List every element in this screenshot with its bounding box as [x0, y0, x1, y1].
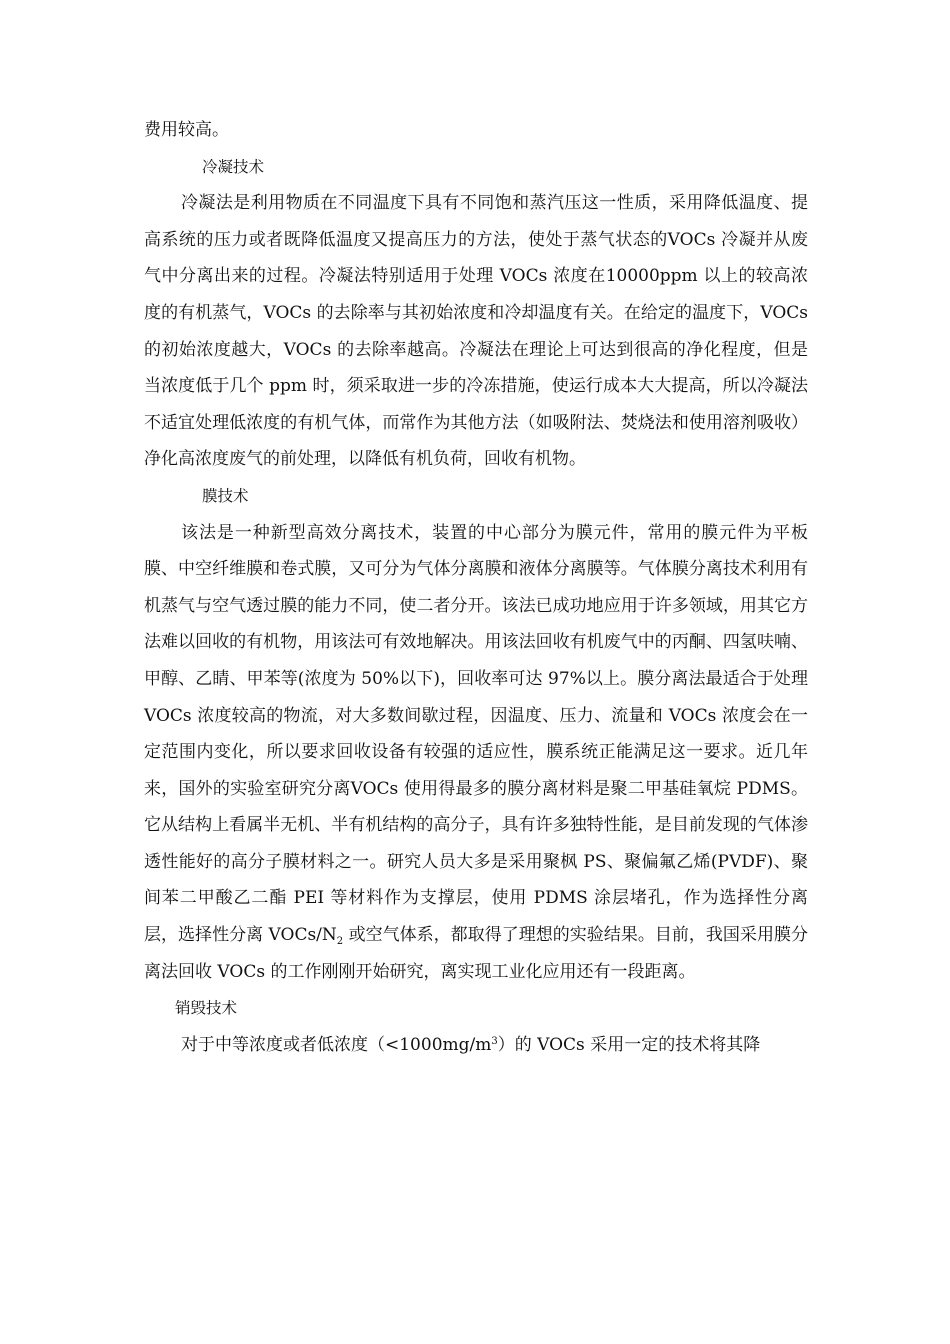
destruction-paragraph: [144, 1027, 808, 1064]
section-heading-condensation: 冷凝技术: [202, 157, 265, 176]
destruction-text-part-1: 对于中等浓度或者低浓度（<1000mg/m: [181, 1034, 492, 1055]
membrane-text-part-1: 该法是一种新型高效分离技术，装置的中心部分为膜元件，常用的膜元件为平板膜、中空纤维膜和卷式膜，又可分为气体分离膜和液体分离膜等。气体膜分离技术利用有机蒸气与空气透过膜的能力不同，使二者分开。该法已成功地应用于许多领域，用其它方法难以回收的有机物，用该法可有效地解决。用该法回收有机废气中的丙酮、四氢呋喃、甲醇、乙睛、甲苯等(浓度为 50%以下)，回收率可达 97%以上。膜分离法最适合于处理 VOCs 浓度较高的物流，对大多数间歇过程，因温度、压力、流量和 VOCs 浓度会在一定范围内变化，所以要求回收设备有较强的适应性，膜系统正能满足这一要求。近几年来，国外的实验室研究分离VOCs 使用得最多的膜分离材料是聚二甲基硅氧烷 PDMS。它从结构上看属半无机、半有机结构的高分子，具有许多独特性能，是目前发现的气体渗透性能好的高分子膜材料之一。研究人员大多是采用聚枫 PS、聚偏氟乙烯(PVDF)、聚间苯二甲酸乙二酯 PEI 等材料作为支撑层，使用 PDMS 涂层堵孔，作为选择性分离层，选择性分离 VOCs/N: [144, 522, 808, 946]
section-heading-membrane: 膜技术: [202, 486, 249, 505]
section-heading-destruction: 销毁技术: [175, 999, 238, 1018]
n2-subscript: 2: [336, 936, 344, 948]
cubic-superscript: 3: [491, 1035, 498, 1047]
membrane-paragraph: [144, 515, 808, 991]
membrane-text-part-2: 或空气体系，都取得了理想的实验结果。目前，我国采用膜分离法回收 VOCs 的工作刚刚开始研究，离实现工业化应用还有一段距离。: [144, 925, 808, 982]
document-body: [144, 112, 808, 1063]
intro-tail-paragraph: 费用较高。: [144, 120, 229, 140]
condensation-paragraph: 冷凝法是利用物质在不同温度下具有不同饱和蒸汽压这一性质，采用降低温度、提高系统的压力或者既降低温度又提高压力的方法，使处于蒸气状态的VOCs 冷凝并从废气中分离出来的过程。冷凝法特别适用于处理 VOCs 浓度在10000ppm 以上的较高浓度的有机蒸气，VOCs 的去除率与其初始浓度和冷却温度有关。在给定的温度下，VOCs 的初始浓度越大，VOCs 的去除率越高。冷凝法在理论上可达到很高的净化程度，但是当浓度低于几个 ppm 时，须采取进一步的冷冻措施，使运行成本大大提高，所以冷凝法不适宜处理低浓度的有机气体，而常作为其他方法（如吸附法、焚烧法和使用溶剂吸收）净化高浓度废气的前处理，以降低有机负荷，回收有机物。: [144, 193, 808, 470]
destruction-text-part-2: ）的 VOCs 采用一定的技术将其降: [497, 1034, 761, 1055]
